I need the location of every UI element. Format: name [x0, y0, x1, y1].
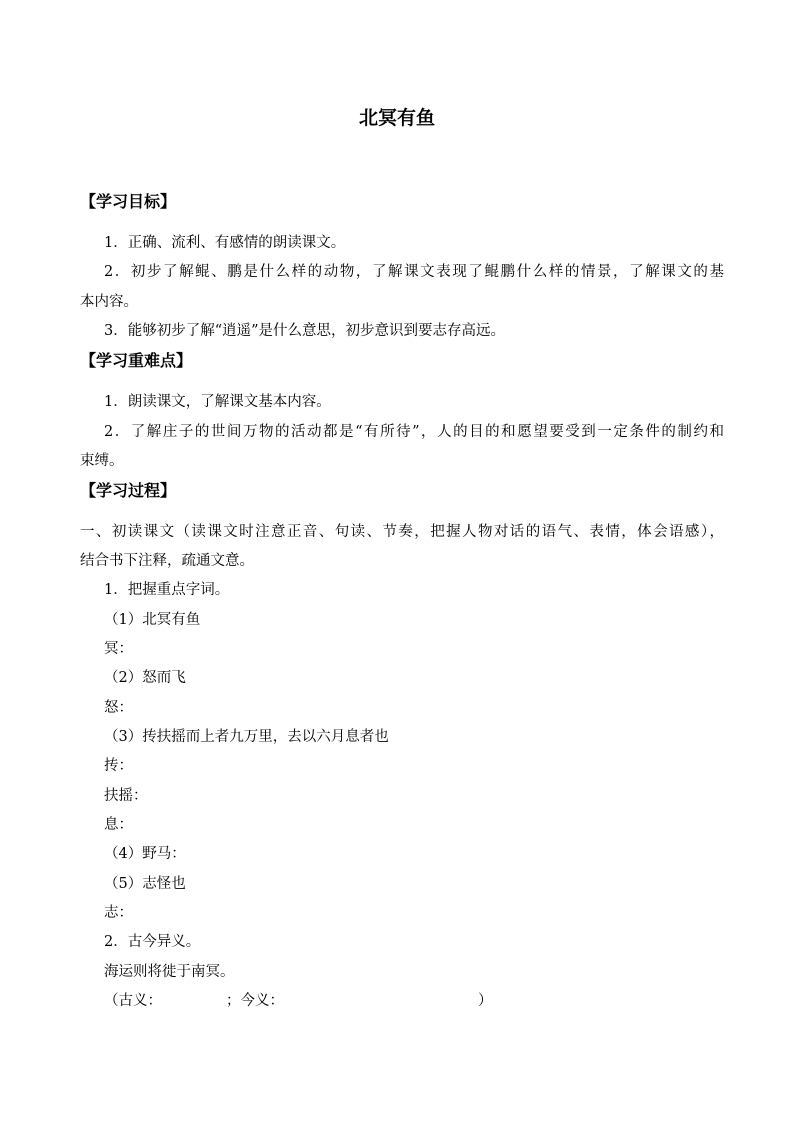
objective-item-2-line-1: 2．初步了解鲲、鹏是什么样的动物，了解课文表现了鲲鹏什么样的情景，了解课文的基 [104, 264, 724, 280]
word-item-3-answer-b: 扶摇： [104, 788, 148, 804]
objective-item-1: 1．正确、流利、有感情的朗读课文。 [104, 235, 346, 251]
word-item-2-answer: 怒： [104, 700, 133, 716]
objective-item-2-line-2: 本内容。 [80, 294, 138, 310]
word-item-5: （5）志怪也 [104, 876, 186, 892]
process-section-1-line-2: 结合书下注释，疏通文意。 [80, 553, 254, 569]
key-point-item-2-line-2: 束缚。 [80, 453, 124, 469]
word-item-1: （1）北冥有鱼 [104, 612, 201, 628]
process-section-1-line-1: 一、初读课文（读课文时注意正音、句读、节奏，把握人物对话的语气、表情，体会语感）， [80, 524, 724, 540]
close-paren: ） [478, 993, 493, 1009]
word-item-3-answer-a: 抟： [104, 758, 133, 774]
key-point-item-2-line-1: 2．了解庄子的世间万物的活动都是“有所待”，人的目的和愿望要受到一定条件的制约和 [104, 424, 724, 440]
process-sub-2: 2．古今异义。 [104, 934, 201, 950]
objective-item-3: 3．能够初步了解“逍遥”是什么意思，初步意识到要志存高远。 [104, 323, 506, 339]
key-points-heading: 【学习重难点】 [80, 351, 193, 370]
process-sub-1: 1．把握重点字词。 [104, 582, 230, 598]
word-item-4: （4）野马： [104, 846, 186, 862]
document-title: 北冥有鱼 [358, 107, 435, 129]
sentence: 海运则将徙于南冥。 [104, 964, 235, 980]
word-item-3: （3）抟扶摇而上者九万里，去以六月息者也 [104, 729, 389, 745]
jin-yi-label: ；今义： [226, 993, 284, 1009]
word-item-5-answer: 志： [104, 905, 133, 921]
key-point-item-1: 1．朗读课文，了解课文基本内容。 [104, 394, 331, 410]
word-item-2: （2）怒而飞 [104, 670, 186, 686]
gu-yi-label: （古义： [104, 993, 162, 1009]
word-item-1-answer: 冥： [104, 641, 133, 657]
objectives-heading: 【学习目标】 [80, 192, 177, 211]
process-heading: 【学习过程】 [80, 481, 177, 500]
word-item-3-answer-c: 息： [104, 817, 133, 833]
